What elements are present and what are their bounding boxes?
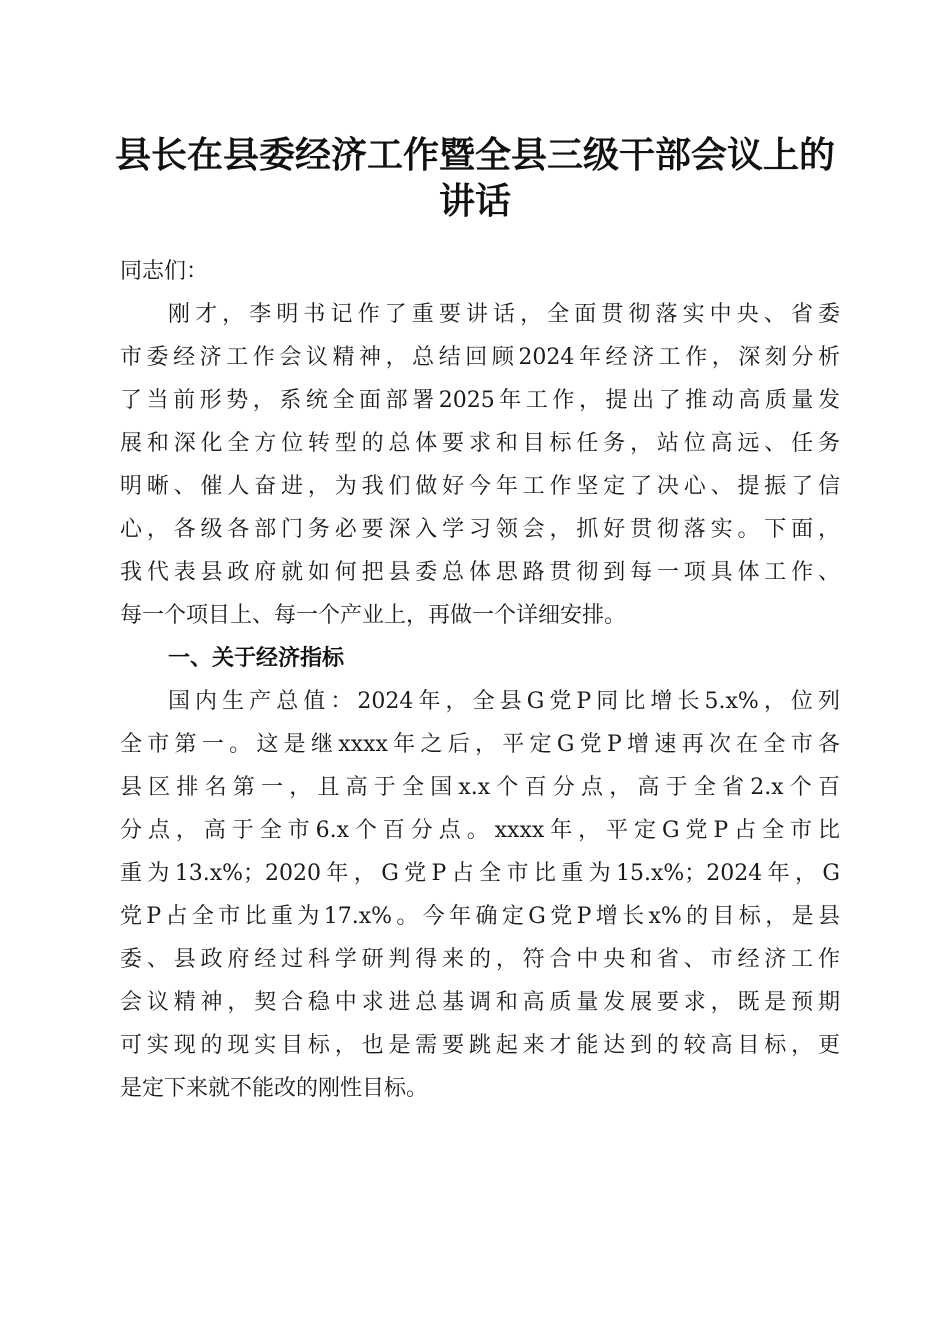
paragraph-line: 我代表县政府就如何把县委总体思路贯彻到每一项具体工作、 (120, 560, 840, 585)
section-heading: 一、关于经济指标 (168, 646, 345, 671)
paragraph-line: 刚才，李明书记作了重要讲话，全面贯彻落实中央、省委 (168, 302, 840, 327)
title-line: 讲话 (438, 181, 511, 222)
paragraph-line: 是定下来就不能改的刚性目标。 (120, 1076, 429, 1101)
paragraph-line: 县区排名第一，且高于全国x.x个百分点，高于全省2.x个百 (120, 775, 840, 800)
salutation: 同志们： (120, 259, 209, 284)
title-line: 县长在县委经济工作暨全县三级干部会议上的 (114, 135, 835, 176)
paragraph-line: 心，各级各部门务必要深入学习领会，抓好贯彻落实。下面， (120, 517, 840, 542)
paragraph-line: 可实现的现实目标，也是需要跳起来才能达到的较高目标，更 (120, 1033, 840, 1058)
document-title (100, 133, 850, 225)
paragraph-line: 重为13.x%；2020年，G党P占全市比重为15.x%；2024年，G (120, 861, 840, 886)
paragraph-line: 党P占全市比重为17.x%。今年确定G党P增长x%的目标，是县 (120, 904, 840, 929)
paragraph-line: 明晰、催人奋进，为我们做好今年工作坚定了决心、提振了信 (120, 474, 840, 499)
paragraph-line: 全市第一。这是继xxxx年之后，平定G党P增速再次在全市各 (120, 732, 840, 757)
paragraph-gdp (120, 680, 840, 1110)
paragraph-line: 每一个项目上、每一个产业上，再做一个详细安排。 (120, 603, 627, 628)
paragraph-line: 委、县政府经过科学研判得来的，符合中央和省、市经济工作 (120, 947, 840, 972)
paragraph-line: 市委经济工作会议精神，总结回顾2024年经济工作，深刻分析 (120, 345, 840, 370)
paragraph-line: 了当前形势，系统全面部署2025年工作，提出了推动高质量发 (120, 388, 840, 413)
paragraph-line: 分点，高于全市6.x个百分点。xxxx年，平定G党P占全市比 (120, 818, 840, 843)
paragraph-line: 会议精神，契合稳中求进总基调和高质量发展要求，既是预期 (120, 990, 840, 1015)
paragraph-opening (120, 293, 840, 637)
paragraph-line: 国内生产总值：2024年，全县G党P同比增长5.x%，位列 (168, 689, 840, 714)
document-body (120, 250, 840, 1110)
paragraph-line: 展和深化全方位转型的总体要求和目标任务，站位高远、任务 (120, 431, 840, 456)
